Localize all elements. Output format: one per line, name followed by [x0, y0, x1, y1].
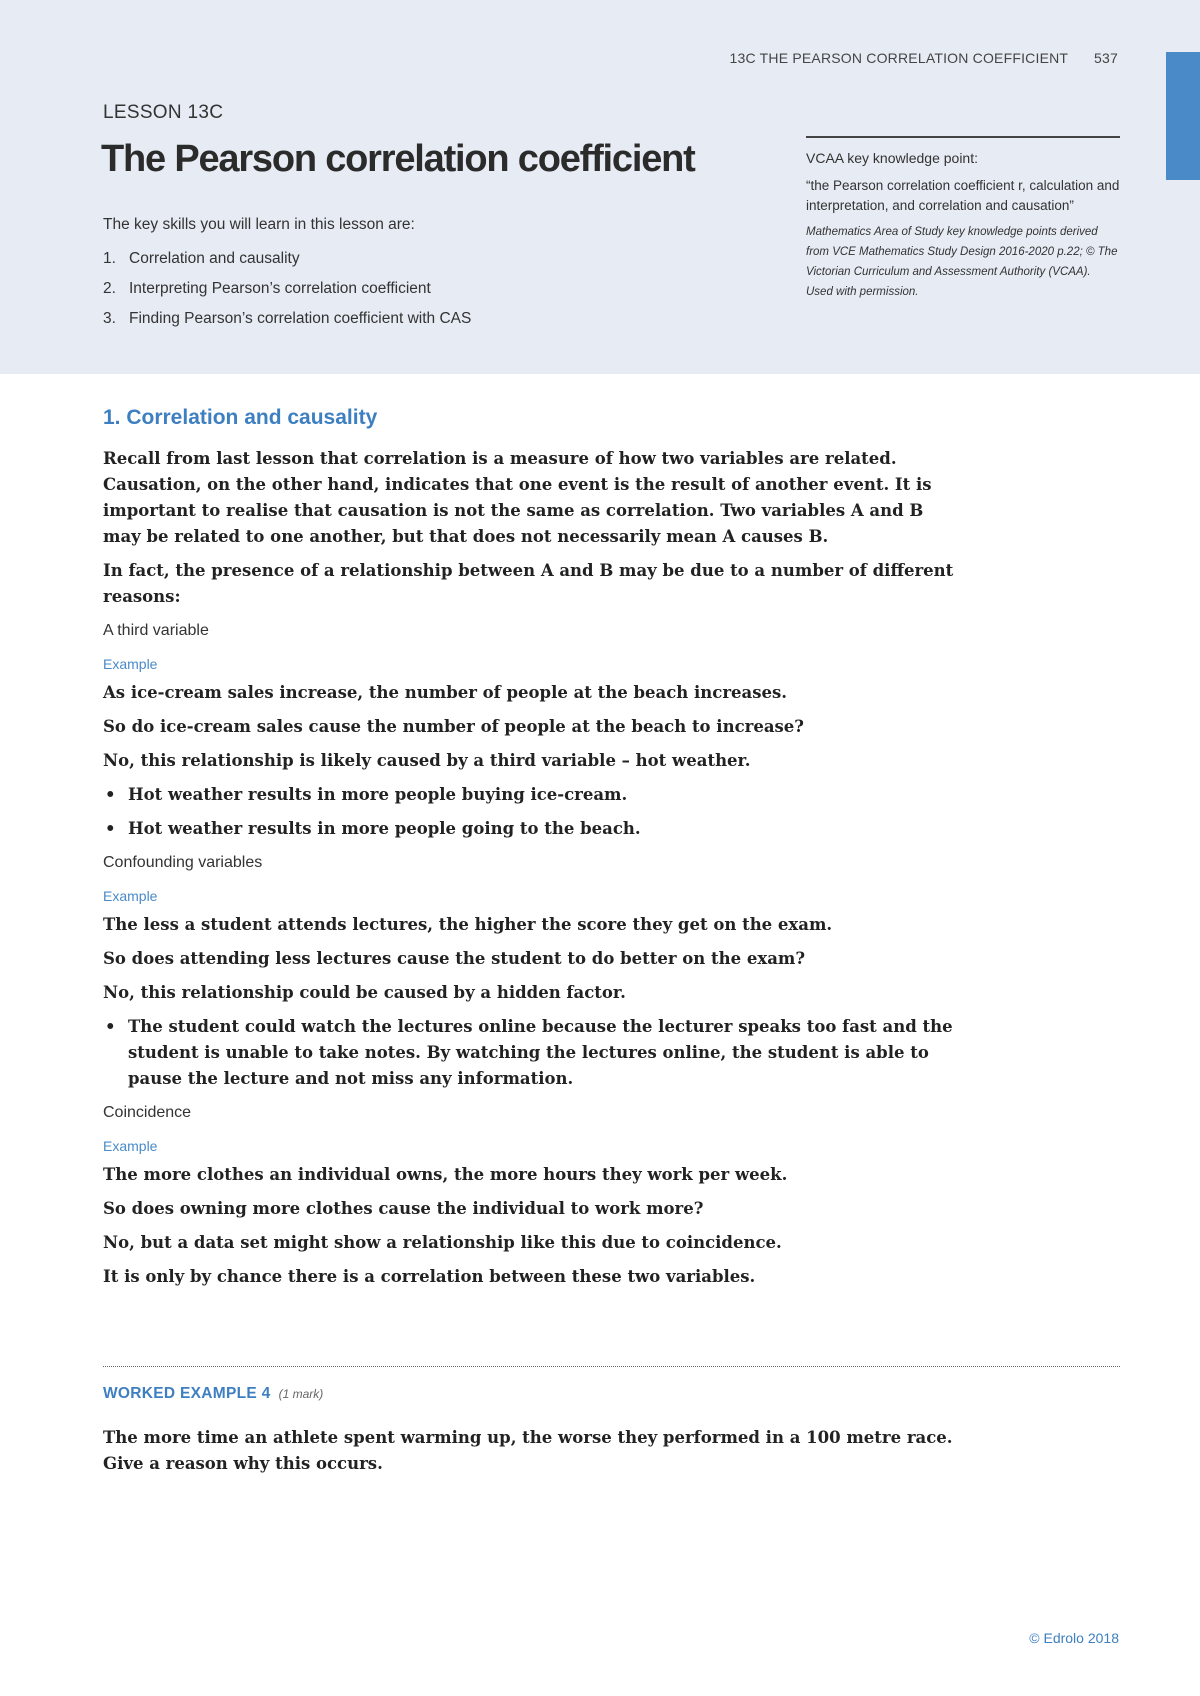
- copyright-footer: © Edrolo 2018: [1029, 1630, 1119, 1646]
- worked-example-question: [103, 1425, 1003, 1485]
- example-line: The more clothes an individual owns, the more hours they work per week.: [103, 1165, 788, 1184]
- example-label: Example: [103, 1138, 158, 1154]
- chapter-tab: [1166, 52, 1200, 180]
- skill-item: 3. Finding Pearson’s correlation coefficient with CAS: [103, 310, 472, 327]
- page-number: 537: [1094, 50, 1118, 66]
- skill-item: 1. Correlation and causality: [103, 250, 300, 267]
- section-heading: 1. Correlation and causality: [103, 406, 378, 429]
- skills-list: [103, 250, 471, 340]
- section-divider: [103, 1366, 1120, 1367]
- skills-intro: The key skills you will learn in this lesson are:: [103, 216, 415, 233]
- worked-example-marks: (1 mark): [278, 1387, 324, 1401]
- vcaa-heading: VCAA key knowledge point:: [806, 150, 978, 166]
- example-label: Example: [103, 888, 158, 904]
- subheading-coincidence: Coincidence: [103, 1104, 192, 1121]
- example-line: No, but a data set might show a relationship like this due to coincidence.: [103, 1233, 782, 1252]
- bullet-item: • The student could watch the lectures online because the lecturer speaks too fast and the student is unable to take notes. By watching the lectures online, the student is able to pause the lecture and not miss any information.: [103, 1014, 955, 1092]
- example-line: So does attending less lectures cause the student to do better on the exam?: [103, 949, 806, 968]
- intro-paragraph: In fact, the presence of a relationship between A and B may be due to a number of different reasons:: [103, 561, 954, 606]
- section-body: [103, 446, 955, 1298]
- worked-example-heading: [103, 1385, 323, 1403]
- running-head: [730, 50, 1118, 66]
- bullet-item: • Hot weather results in more people going to the beach.: [103, 816, 955, 842]
- question-line: Give a reason why this occurs.: [103, 1454, 383, 1473]
- worked-example-label: WORKED EXAMPLE 4: [103, 1385, 271, 1402]
- example-line: The less a student attends lectures, the higher the score they get on the exam.: [103, 915, 833, 934]
- skill-item: 2. Interpreting Pearson’s correlation coefficient: [103, 280, 431, 297]
- subheading-third-variable: A third variable: [103, 622, 209, 639]
- vcaa-quote: “the Pearson correlation coefficient r, calculation and interpretation, and correlation and causation”: [806, 178, 1120, 213]
- lesson-label: LESSON 13C: [103, 102, 224, 123]
- vcaa-credit: Mathematics Area of Study key knowledge points derived from VCE Mathematics Study Design 2016-2020 p.22; © The Victorian Curriculum and Assessment Authority (VCAA). Used with permission.: [806, 226, 1118, 298]
- lesson-title: The Pearson correlation coefficient: [101, 138, 695, 180]
- example-line: As ice-cream sales increase, the number of people at the beach increases.: [103, 683, 788, 702]
- question-line: The more time an athlete spent warming up, the worse they performed in a 100 metre race.: [103, 1428, 953, 1447]
- running-title: 13C THE PEARSON CORRELATION COEFFICIENT: [729, 50, 1068, 66]
- example-line: No, this relationship could be caused by a hidden factor.: [103, 983, 626, 1002]
- intro-paragraph: Recall from last lesson that correlation is a measure of how two variables are related. Causation, on the other hand, indicates that one event is the result of another event. It is important to realise that causation is not the same as correlation. Two variables A and B may be related to one another, but that does not necessarily mean A causes B.: [103, 449, 932, 546]
- example-line: So do ice-cream sales cause the number of people at the beach to increase?: [103, 717, 804, 736]
- vcaa-key-knowledge-box: [806, 136, 1120, 302]
- example-label: Example: [103, 656, 158, 672]
- example-line: It is only by chance there is a correlation between these two variables.: [103, 1267, 756, 1286]
- subheading-confounding: Confounding variables: [103, 854, 263, 871]
- bullet-item: • Hot weather results in more people buying ice-cream.: [103, 782, 955, 808]
- example-line: No, this relationship is likely caused by a third variable – hot weather.: [103, 751, 751, 770]
- example-line: So does owning more clothes cause the individual to work more?: [103, 1199, 704, 1218]
